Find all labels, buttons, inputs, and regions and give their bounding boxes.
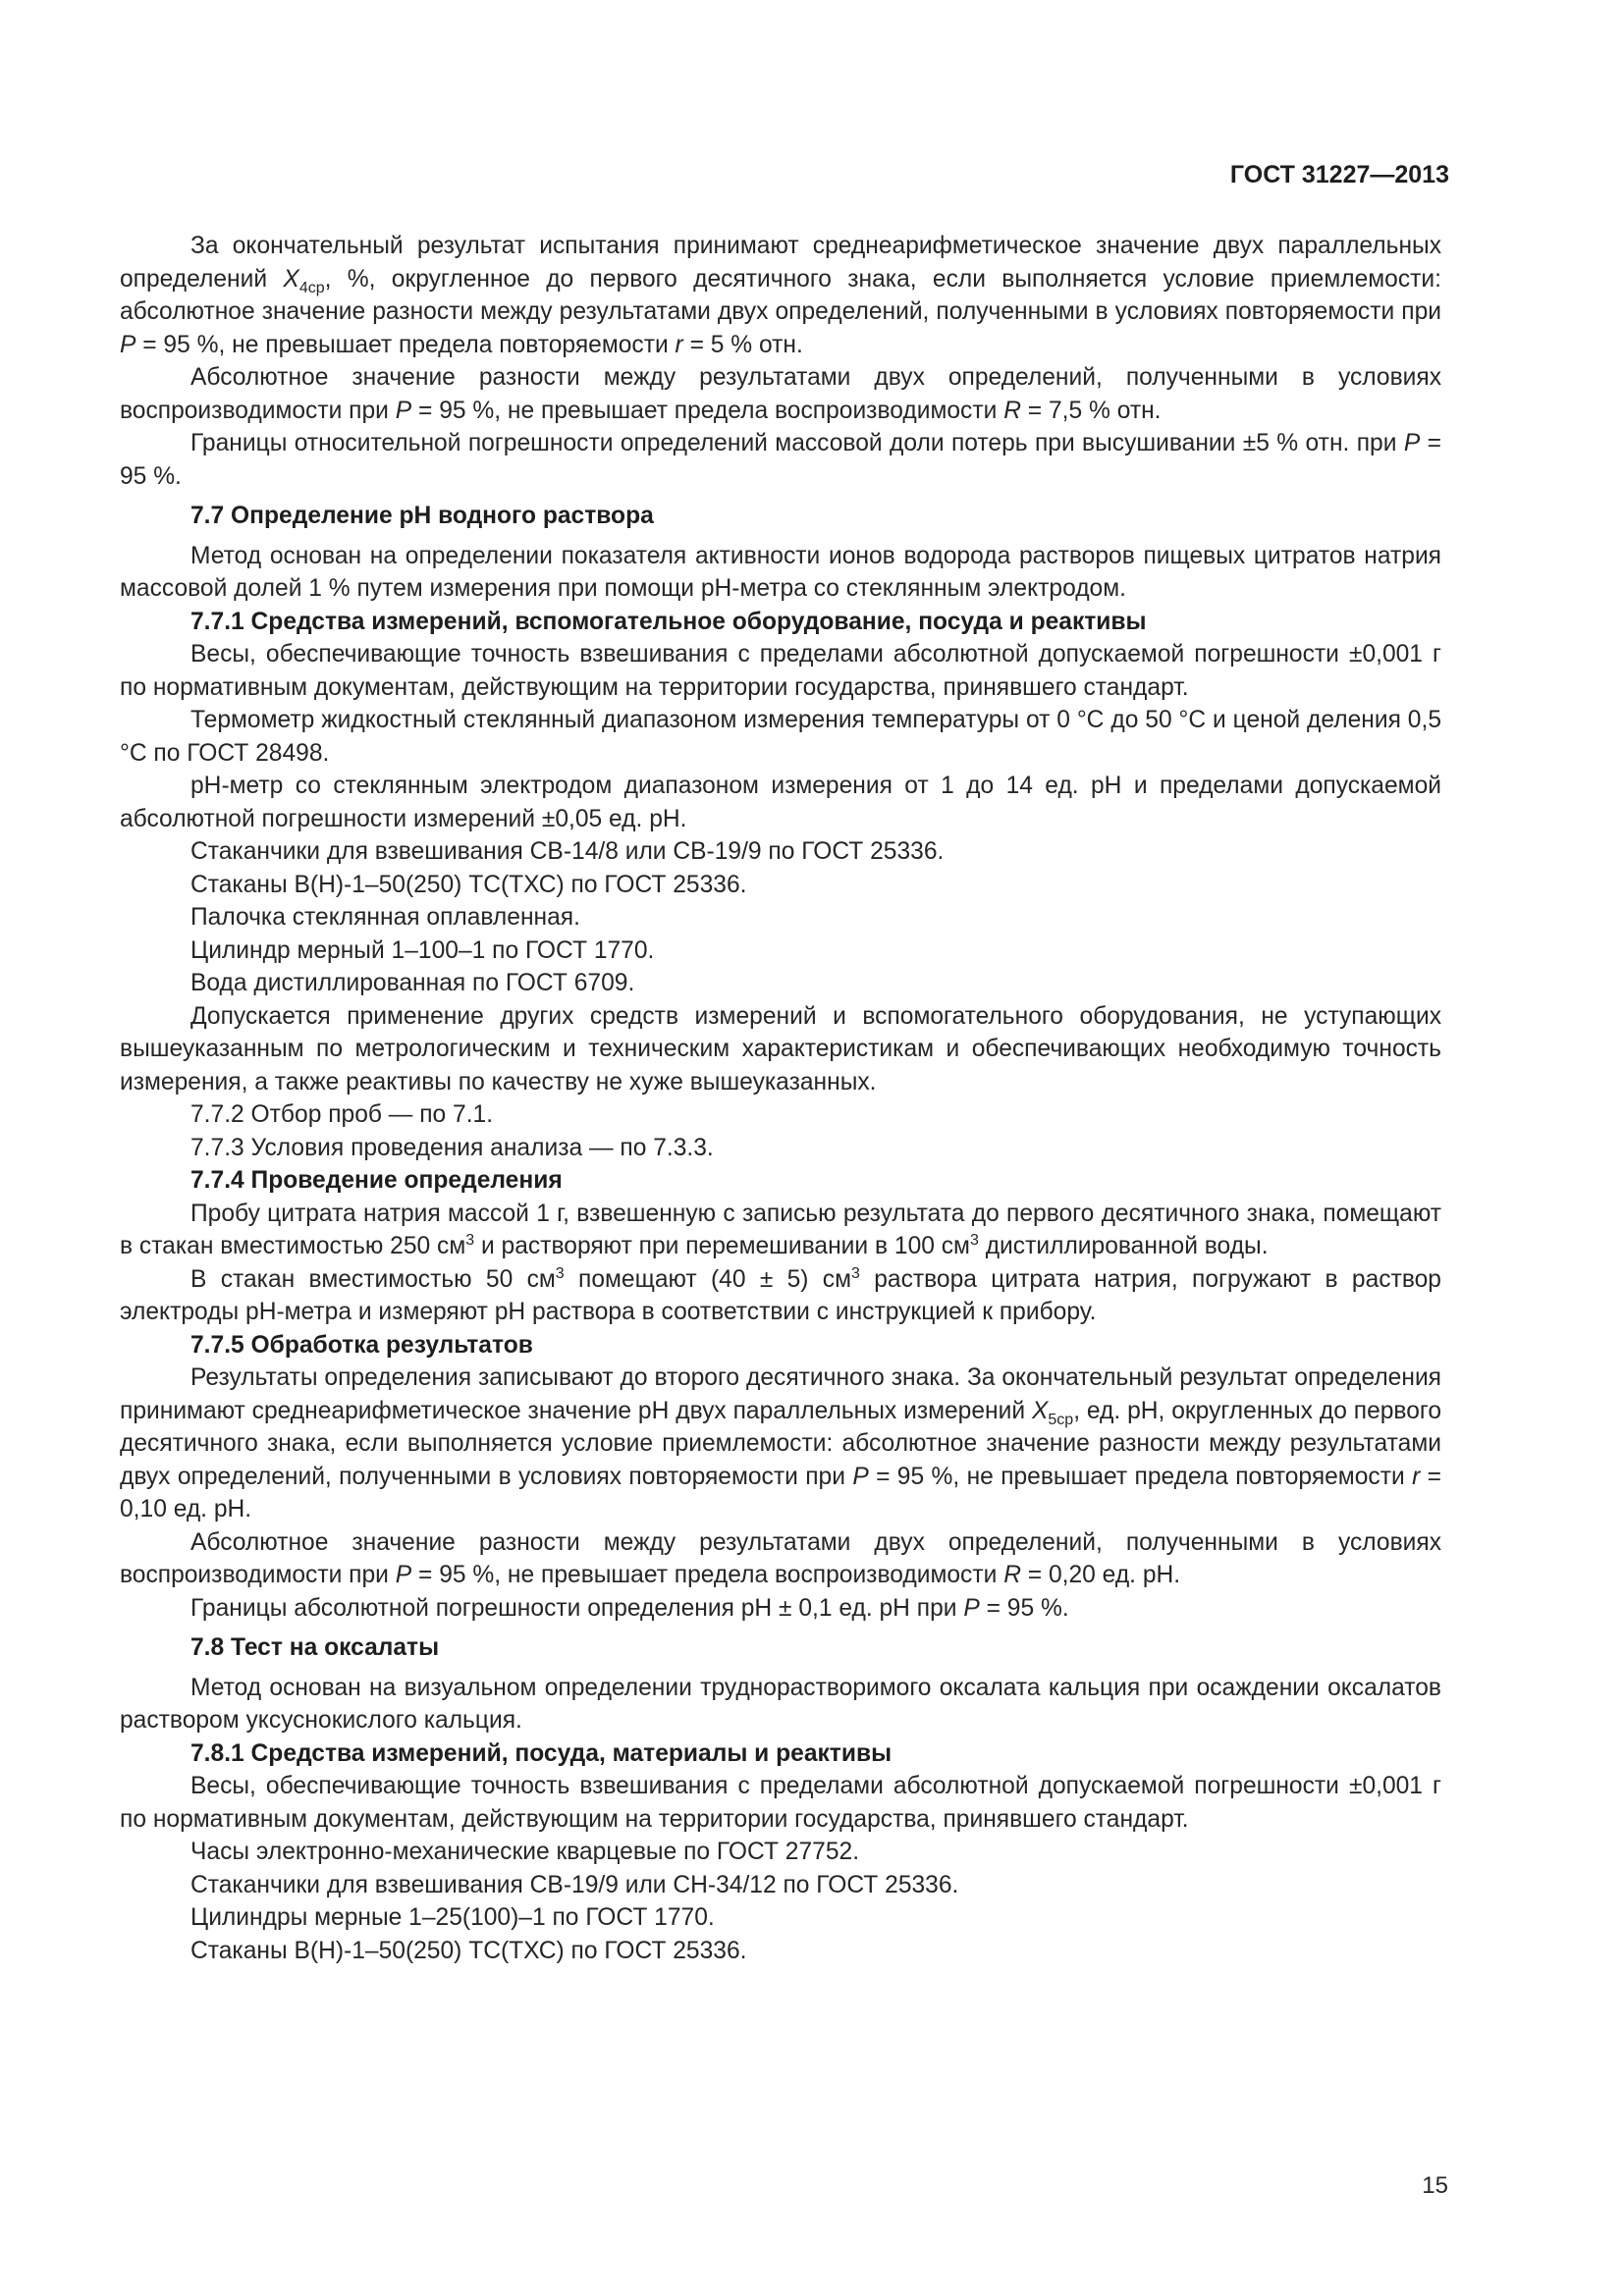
paragraph-7-7-1-thermometer: Термометр жидкостный стеклянный диапазоном измерения температуры от 0 °С до 50 °С и ценой деления 0,5 °С по ГОСТ 28498. [120, 707, 1441, 767]
paragraph-7-8-1-beakers: Стаканы В(Н)-1–50(250) ТС(ТХС) по ГОСТ 25336. [190, 1937, 747, 1964]
paragraph-7-8-1-scales: Весы, обеспечивающие точность взвешивания с пределами абсолютной допускаемой погрешности ±0,001 г по нормативным документам, действующим на территории государства, принявшего стандарт. [120, 1773, 1441, 1833]
paragraph-7-7-2: 7.7.2 Отбор проб — по 7.1. [190, 1101, 494, 1128]
paragraph-7-7-1-scales: Весы, обеспечивающие точность взвешивания с пределами абсолютной допускаемой погрешности ±0,001 г по нормативным документам, действующим на территории государства, принявшего стандарт. [120, 641, 1441, 701]
document-header-standard: ГОСТ 31227—2013 [1229, 161, 1449, 188]
paragraph-7-7-1-water: Вода дистиллированная по ГОСТ 6709. [190, 970, 635, 996]
paragraph-7-7-1-alternatives: Допускается применение других средств измерений и вспомогательного оборудования, не уступающих вышеуказанным по метрологическим и техническим характеристикам и обеспечивающих необходимую точность измерения, а также реактивы по качеству не хуже вышеуказанных. [120, 1002, 1441, 1095]
paragraph-7-7-1-cylinder: Цилиндр мерный 1–100–1 по ГОСТ 1770. [190, 936, 655, 964]
heading-7-7: 7.7 Определение рН водного раствора [190, 503, 654, 529]
paragraph-final-result-x4: За окончательный результат испытания принимают среднеарифметическое значение двух параллельных определений $X_{4ср}$, %, округленное до первого десятичного знака, если выполняется условие приемлемости: абсолютное значение разности между результатами двух определений, полученными в условиях повторяемости при P = 95 %, не превышает предела повторяемости r = 5 % отн. [120, 233, 1441, 358]
heading-7-7-1: 7.7.1 Средства измерений, вспомогательное оборудование, посуда и реактивы [190, 608, 1147, 635]
paragraph-7-7-1-beakers: Стаканы В(Н)-1–50(250) ТС(ТХС) по ГОСТ 25336. [190, 871, 747, 898]
paragraph-7-7-4-measure: В стакан вместимостью 50 $см^3$ помещают (40 ± 5) $см^3$ раствора цитрата натрия, погружают в раствор электроды рН-метра и измеряют рН раствора в соответствии с инструкцией к прибору. [120, 1264, 1441, 1325]
page-number: 15 [1422, 2172, 1448, 2199]
paragraph-7-7-method: Метод основан на определении показателя активности ионов водорода растворов пищевых цитратов натрия массовой долей 1 % путем измерения при помощи рН-метра со стеклянным электродом. [120, 542, 1441, 602]
paragraph-7-8-1-clock: Часы электронно-механические кварцевые по ГОСТ 27752. [190, 1839, 860, 1865]
paragraph-7-7-1-weighing-cups: Стаканчики для взвешивания СВ-14/8 или СВ-19/9 по ГОСТ 25336. [190, 838, 945, 865]
paragraph-7-7-5-results: Результаты определения записывают до второго десятичного знака. За окончательный результат определения принимают среднеарифметическое значение рН двух параллельных измерений $X_{5ср}$, ед. рН, округленных до первого десятичного знака, если выполняется условие приемлемости: абсолютное значение разности между результатами двух определений, полученными в условиях повторяемости при P = 95 %, не превышает предела повторяемости r = 0,10 ед. рН. [120, 1364, 1441, 1522]
paragraph-7-7-1-glass-rod: Палочка стеклянная оплавленная. [190, 904, 580, 931]
document-body [120, 230, 1441, 1967]
paragraph-error-bounds-5: Границы относительной погрешности определений массовой доли потерь при высушивании ±5 % отн. при P = 95 %. [120, 430, 1442, 490]
heading-7-8: 7.8 Тест на оксалаты [190, 1634, 440, 1661]
paragraph-7-7-4-sample: Пробу цитрата натрия массой 1 г, взвешенную с записью результата до первого десятичного знака, помещают в стакан вместимостью 250 $см^3$ и растворяют при перемешивании в 100 $см^3$ дистиллированной воды. [120, 1200, 1441, 1259]
paragraph-7-7-1-ph-meter: рН-метр со стеклянным электродом диапазоном измерения от 1 до 14 ед. рН и пределами допускаемой абсолютной погрешности измерений ±0,05 ед. рН. [120, 773, 1441, 832]
paragraph-7-8-method: Метод основан на визуальном определении труднорастворимого оксалата кальция при осаждении оксалатов раствором уксуснокислого кальция. [120, 1674, 1441, 1734]
paragraph-7-7-5-error-bounds: Границы абсолютной погрешности определения рН ± 0,1 ед. рН при P = 95 %. [190, 1594, 1069, 1622]
paragraph-7-7-5-reproducibility: Абсолютное значение разности между результатами двух определений, полученными в условиях воспроизводимости при P = 95 %, не превышает предела воспроизводимости R = 0,20 ед. рН. [120, 1528, 1441, 1588]
heading-7-7-4: 7.7.4 Проведение определения [190, 1167, 563, 1194]
paragraph-7-7-3: 7.7.3 Условия проведения анализа — по 7.3.3. [190, 1134, 714, 1161]
paragraph-reproducibility-7-5: Абсолютное значение разности между результатами двух определений, полученными в условиях воспроизводимости при P = 95 %, не превышает предела воспроизводимости R = 7,5 % отн. [120, 364, 1441, 424]
heading-7-8-1: 7.8.1 Средства измерений, посуда, материалы и реактивы [190, 1739, 893, 1767]
heading-7-7-5: 7.7.5 Обработка результатов [190, 1331, 533, 1359]
paragraph-7-8-1-weighing-cups: Стаканчики для взвешивания СВ-19/9 или СН-34/12 по ГОСТ 25336. [190, 1871, 959, 1898]
paragraph-7-8-1-cylinders: Цилиндры мерные 1–25(100)–1 по ГОСТ 1770. [190, 1904, 715, 1931]
